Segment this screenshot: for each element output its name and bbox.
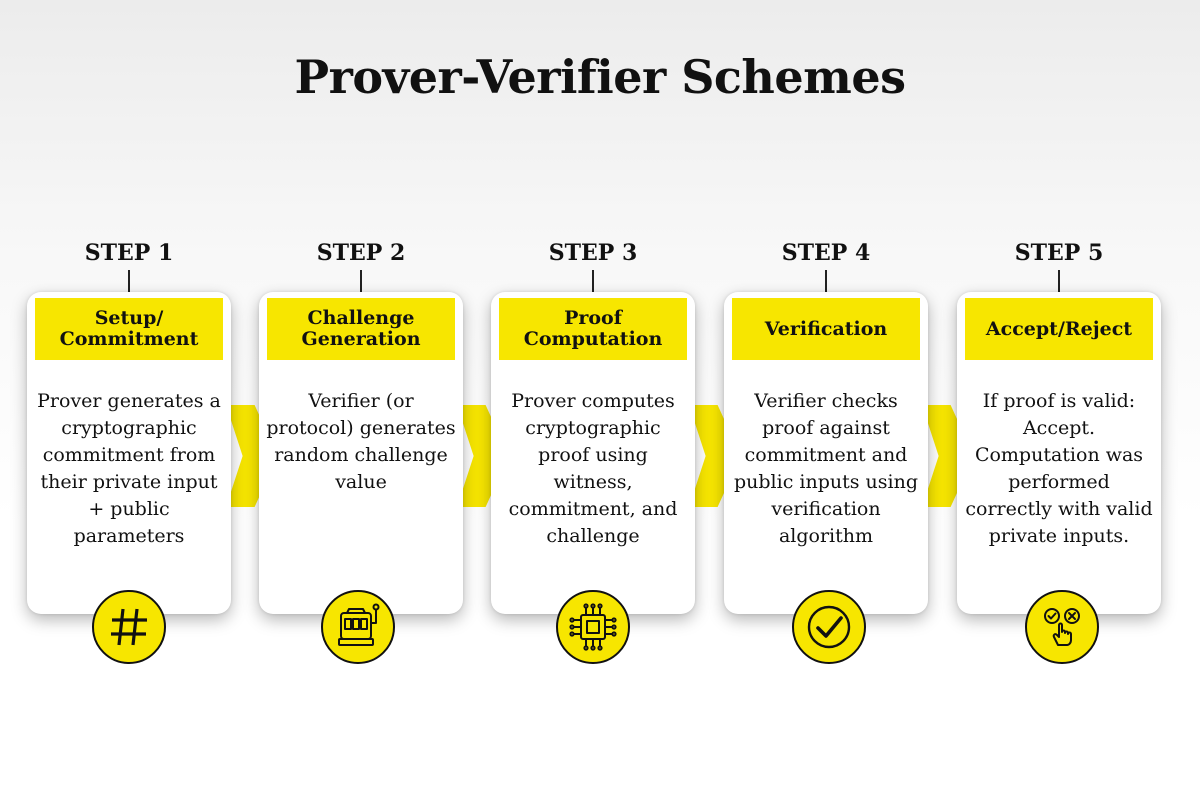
step-4-icon-badge: [792, 590, 866, 664]
step-5-header: Accept/Reject: [965, 298, 1153, 360]
step-2-header: Challenge Generation: [267, 298, 455, 360]
step-1-card: [27, 292, 231, 614]
step-1-header: Setup/ Commitment: [35, 298, 223, 360]
step-4-description: Verifier checks proof against commitment and public inputs using verification algorithm: [734, 390, 918, 547]
step-4-label: STEP 4: [781, 240, 871, 266]
slot-machine-icon: [332, 601, 384, 653]
step-1-description: Prover generates a cryptographic commitment from their private input + public parameters: [37, 390, 221, 547]
step-3-label: STEP 3: [548, 240, 638, 266]
diagram-title: Prover-Verifier Schemes: [294, 50, 906, 104]
step-5-label: STEP 5: [1014, 240, 1104, 266]
step-3-description: Prover computes cryptographic proof using witness, commitment, and challenge: [508, 390, 678, 547]
step-4-card: [724, 292, 928, 614]
step-3-icon-badge: [556, 590, 630, 664]
step-5-description: If proof is valid: Accept. Computation was performed correctly with valid private inputs.: [965, 390, 1153, 547]
step-3-header: Proof Computation: [499, 298, 687, 360]
step-3-card: [491, 292, 695, 614]
step-5-card: [957, 292, 1161, 614]
step-2-label: STEP 2: [316, 240, 406, 266]
step-2-description: Verifier (or protocol) generates random challenge value: [266, 390, 456, 493]
checkmark-icon: [803, 601, 855, 653]
step-5-icon-badge: [1025, 590, 1099, 664]
step-1-icon-badge: [92, 590, 166, 664]
accept-reject-hand-icon: [1036, 601, 1088, 653]
cpu-chip-icon: [567, 601, 619, 653]
step-1-label: STEP 1: [84, 240, 174, 266]
step-2-icon-badge: [321, 590, 395, 664]
hash-icon: [103, 601, 155, 653]
step-2-card: [259, 292, 463, 614]
step-4-header: Verification: [732, 298, 920, 360]
